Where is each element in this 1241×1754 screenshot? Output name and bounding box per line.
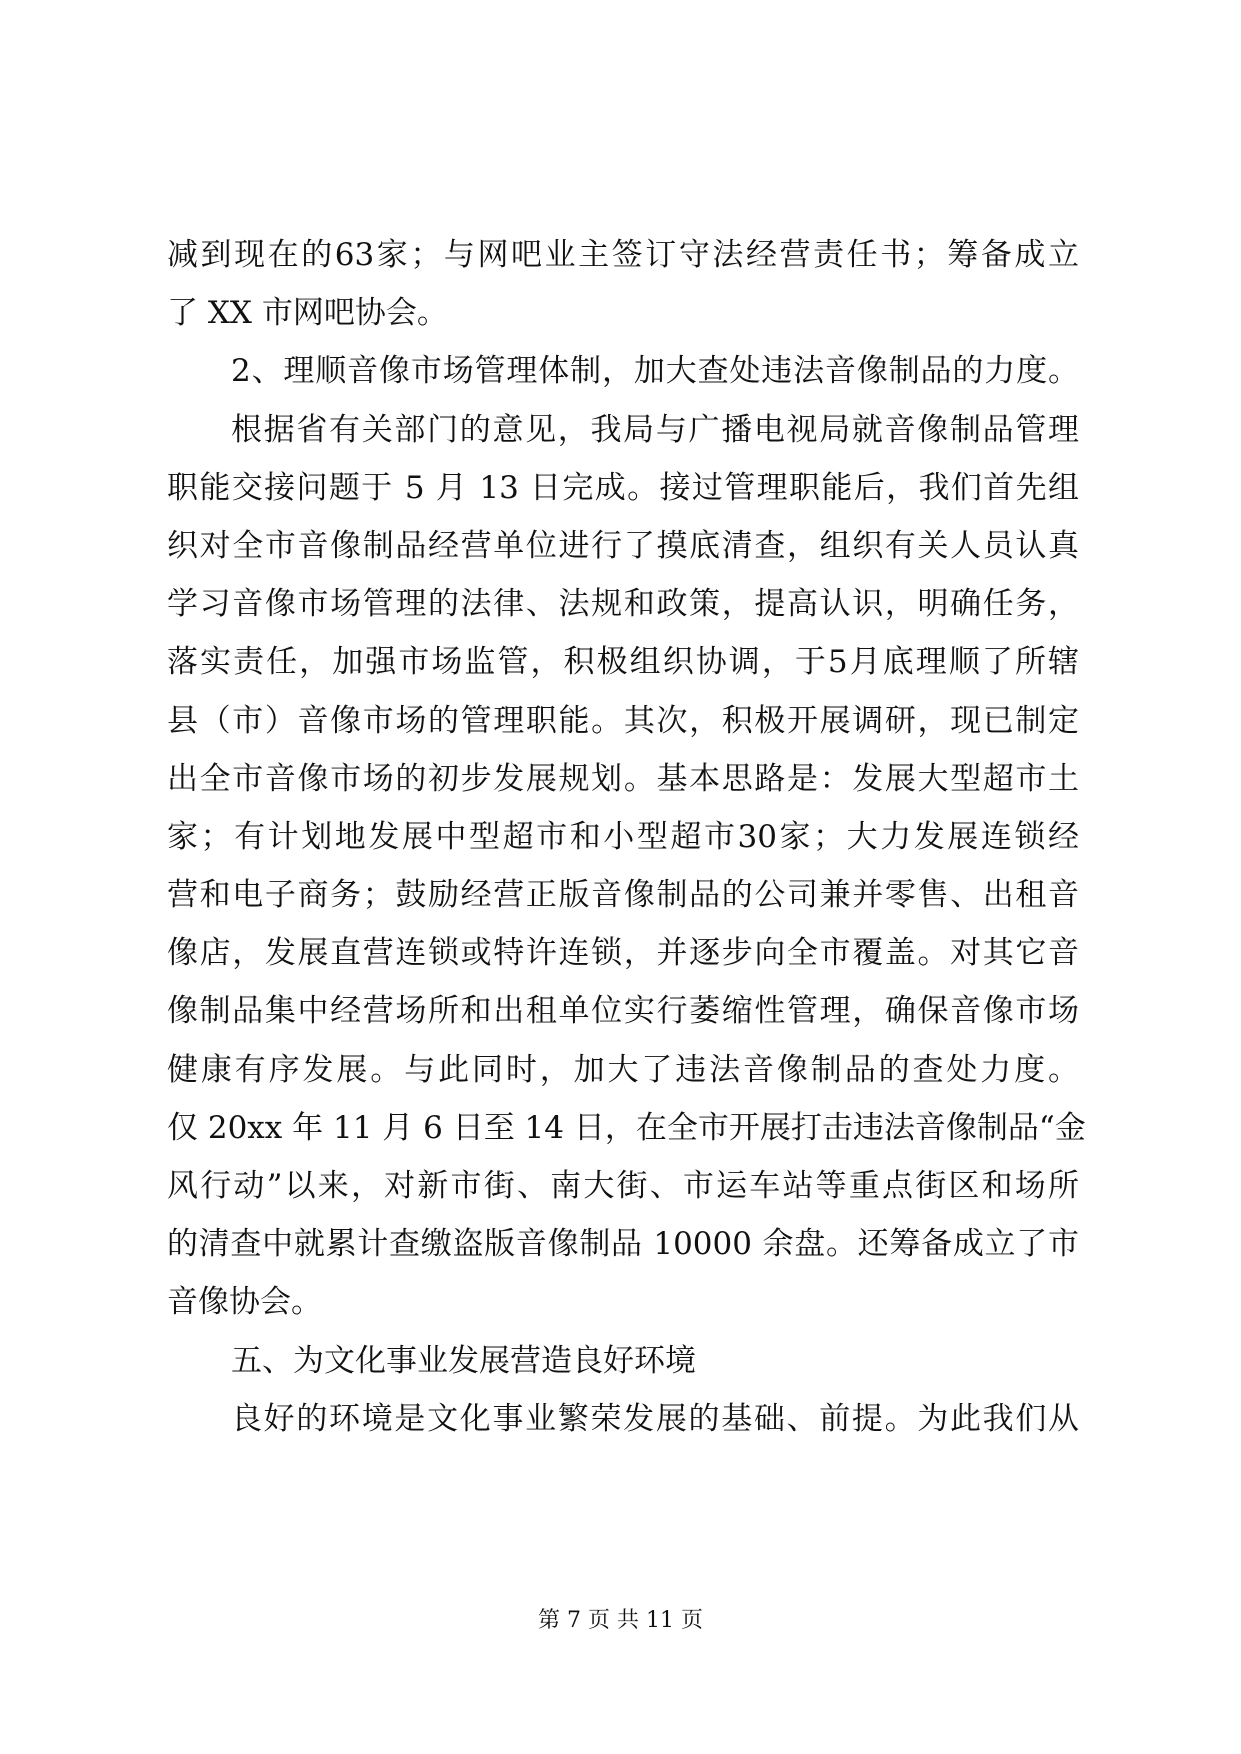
text-line: 了 XX 市网吧协会。	[167, 295, 448, 332]
text-line: 学习音像市场管理的法律、法规和政策，提高认识，明确任务，	[167, 586, 1079, 623]
text-line: 音像协会。	[167, 1284, 322, 1321]
text-line: 良好的环境是文化事业繁荣发展的基础、前提。为此我们从	[231, 1400, 1079, 1437]
text-line: 家；有计划地发展中型超市和小型超市30家；大力发展连锁经	[167, 818, 1079, 855]
text-line: 营和电子商务；鼓励经营正版音像制品的公司兼并零售、出租音	[167, 877, 1079, 914]
text-line: 减到现在的63家；与网吧业主签订守法经营责任书；筹备成立	[167, 237, 1079, 273]
text-line: 2、理顺音像市场管理体制，加大查处违法音像制品的力度。	[231, 353, 1079, 390]
page-footer: 第 7 页 共 11 页	[538, 1608, 703, 1633]
text-line: 县（市）音像市场的管理职能。其次，积极开展调研，现已制定	[167, 702, 1079, 739]
text-line: 职能交接问题于 5 月 13 日完成。接过管理职能后，我们首先组	[167, 469, 1079, 506]
text-line: 风行动”以来，对新市街、南大街、市运车站等重点街区和场所	[167, 1168, 1079, 1204]
text-line: 根据省有关部门的意见，我局与广播电视局就音像制品管理	[231, 411, 1079, 448]
text-line: 织对全市音像制品经营单位进行了摸底清查，组织有关人员认真	[167, 527, 1079, 564]
text-line: 像制品集中经营场所和出租单位实行萎缩性管理，确保音像市场	[167, 993, 1079, 1030]
text-line: 的清查中就累计查缴盗版音像制品 10000 余盘。还筹备成立了市	[167, 1226, 1079, 1263]
text-line: 五、为文化事业发展营造良好环境	[231, 1342, 696, 1379]
text-line: 健康有序发展。与此同时，加大了违法音像制品的查处力度。	[167, 1051, 1079, 1088]
document-body	[167, 226, 1086, 1448]
text-line: 出全市音像市场的初步发展规划。基本思路是：发展大型超市土	[167, 760, 1079, 797]
text-line: 像店，发展直营连锁或特许连锁，并逐步向全市覆盖。对其它音	[167, 935, 1079, 972]
text-line: 仅 20xx 年 11 月 6 日至 14 日，在全市开展打击违法音像制品“金	[167, 1109, 1086, 1146]
text-line: 落实责任，加强市场监管，积极组织协调，于5月底理顺了所辖	[167, 644, 1079, 681]
